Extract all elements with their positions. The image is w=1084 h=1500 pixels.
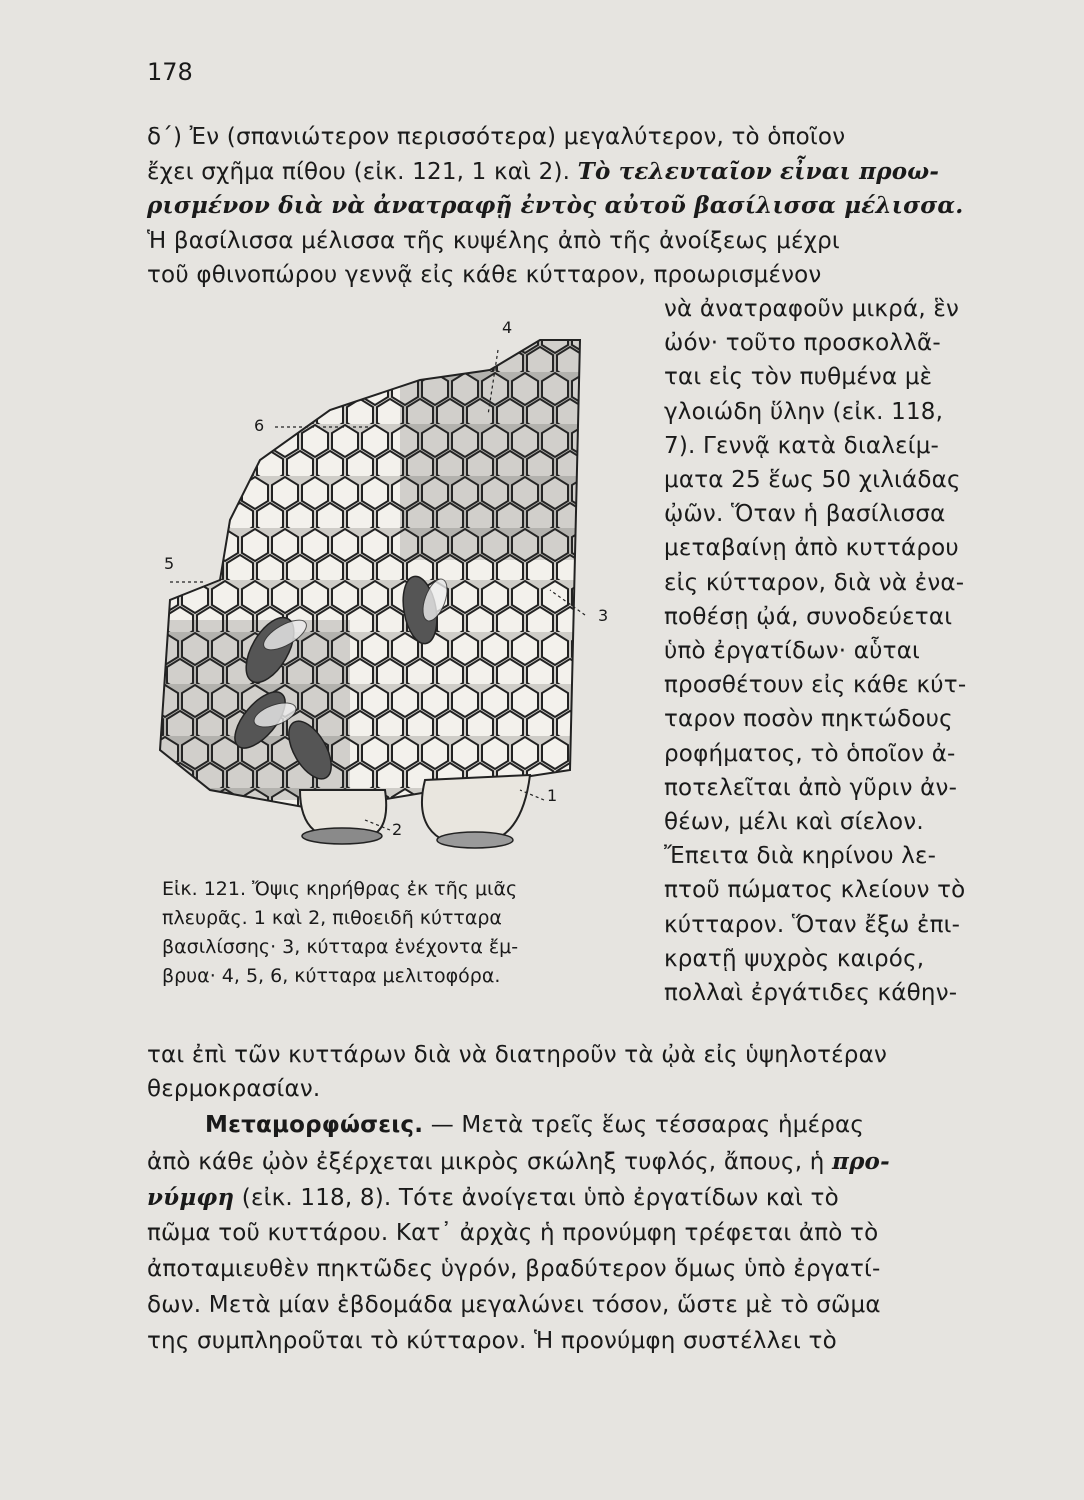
- figure-label: 5: [164, 554, 175, 573]
- right-column-line: εἰς κύτταρον, διὰ νὰ ἐνα-: [664, 569, 965, 596]
- text-line: Ἡ βασίλισσα μέλισσα τῆς κυψέλης ἀπὸ τῆς ἀνοίξεως μέχρι: [147, 228, 840, 254]
- section-first-line: Μεταμορφώσεις. — Μετὰ τρεῖς ἕως τέσσαρας ἡμέρας: [205, 1112, 865, 1138]
- figure-label: 3: [598, 606, 609, 625]
- text-line: ἔχει σχῆμα πίθου (εἰκ. 121, 1 καὶ 2). Τὸ τελευταῖον εἶναι προω-: [147, 158, 940, 185]
- page-number: 178: [147, 58, 193, 86]
- right-column-line: πτοῦ πώματος κλείουν τὸ: [664, 877, 966, 904]
- figure-label: 4: [502, 318, 513, 337]
- right-column-line: 7). Γεννᾷ κατὰ διαλείμ-: [664, 432, 940, 459]
- text-line: δ΄) Ἐν (σπανιώτερον περισσότερα) μεγαλύτερον, τὸ ὁποῖον: [147, 124, 846, 150]
- right-column-line: νὰ ἀνατραφοῦν μικρά, ἓν: [664, 296, 960, 322]
- right-column-line: ματα 25 ἕως 50 χιλιάδας: [664, 467, 961, 493]
- emphasis-text: νύμφη: [147, 1184, 235, 1211]
- right-column-line: θέων, μέλι καὶ σίελον.: [664, 809, 924, 835]
- figure-label: 1: [547, 786, 558, 805]
- emphasis-text: Τὸ τελευταῖον εἶναι προω-: [577, 158, 940, 185]
- right-column-line: πολλαὶ ἐργάτιδες κάθην-: [664, 980, 958, 1006]
- right-column-line: κρατῇ ψυχρὸς καιρός,: [664, 945, 925, 972]
- text-line: πῶμα τοῦ κυττάρου. Κατ᾽ ἀρχὰς ἡ προνύμφη τρέφεται ἀπὸ τὸ: [147, 1220, 879, 1246]
- figure-label: 6: [254, 416, 265, 435]
- figure-caption-line: πλευρᾶς. 1 καὶ 2, πιθοειδῆ κύτταρα: [162, 907, 502, 929]
- right-column-line: Ἔπειτα διὰ κηρίνου λε-: [664, 843, 937, 870]
- text-line: της συμπληροῦται τὸ κύτταρον. Ἡ προνύμφη συστέλλει τὸ: [147, 1328, 837, 1354]
- right-column-line: κύτταρον. Ὅταν ἔξω ἐπι-: [664, 911, 961, 938]
- figure-label: 2: [392, 820, 403, 839]
- right-column-line: ποθέσῃ ᾠά, συνοδεύεται: [664, 603, 953, 630]
- right-column-line: ᾠῶν. Ὅταν ἡ βασίλισσα: [664, 501, 946, 528]
- right-column-line: ὑπὸ ἐργατίδων· αὗται: [664, 638, 921, 664]
- emphasis-text: προ-: [832, 1148, 890, 1175]
- text-line: θερμοκρασίαν.: [147, 1076, 321, 1102]
- text-line: νύμφη (εἰκ. 118, 8). Τότε ἀνοίγεται ὑπὸ ἐργατίδων καὶ τὸ: [147, 1184, 839, 1211]
- text-line: τοῦ φθινοπώρου γεννᾷ εἰς κάθε κύτταρον, προωρισμένον: [147, 262, 822, 288]
- honeycomb-illustration: [150, 320, 610, 860]
- figure-caption-line: βρυα· 4, 5, 6, κύτταρα μελιτοφόρα.: [162, 965, 501, 987]
- right-column-line: ὠόν· τοῦτο προσκολλᾶ-: [664, 330, 941, 357]
- right-column-line: μεταβαίνῃ ἀπὸ κυττάρου: [664, 535, 959, 562]
- figure-caption-line: Εἰκ. 121. Ὄψις κηρήθρας ἐκ τῆς μιᾶς: [162, 878, 518, 900]
- text-line: ἀποταμιευθὲν πηκτῶδες ὑγρόν, βραδύτερον ὅμως ὑπὸ ἐργατί-: [147, 1256, 881, 1282]
- right-column-line: ποτελεῖται ἀπὸ γῦριν ἀν-: [664, 774, 958, 801]
- right-column-line: γλοιώδη ὕλην (εἰκ. 118,: [664, 398, 944, 425]
- figure-caption-line: βασιλίσσης· 3, κύτταρα ἐνέχοντα ἔμ-: [162, 936, 519, 958]
- emphasis-line: ρισμένον διὰ νὰ ἀνατραφῇ ἐντὸς αὐτοῦ βασίλισσα μέλισσα.: [147, 192, 964, 219]
- section-heading: Μεταμορφώσεις.: [205, 1112, 424, 1138]
- text-line: ἀπὸ κάθε ᾠὸν ἐξέρχεται μικρὸς σκώληξ τυφλός, ἄπους, ἡ προ-: [147, 1148, 890, 1175]
- text-line: ται ἐπὶ τῶν κυττάρων διὰ νὰ διατηροῦν τὰ ᾠὰ εἰς ὑψηλοτέραν: [147, 1042, 888, 1068]
- right-column-line: ταρον ποσὸν πηκτώδους: [664, 706, 953, 733]
- right-column-line: ται εἰς τὸν πυθμένα μὲ: [664, 364, 933, 391]
- text-line: δων. Μετὰ μίαν ἑβδομάδα μεγαλώνει τόσον, ὥστε μὲ τὸ σῶμα: [147, 1292, 881, 1318]
- right-column-line: ροφήματος, τὸ ὁποῖον ἀ-: [664, 740, 956, 767]
- honeycomb-figure: [150, 320, 610, 864]
- right-column-line: προσθέτουν εἰς κάθε κύτ-: [664, 672, 967, 699]
